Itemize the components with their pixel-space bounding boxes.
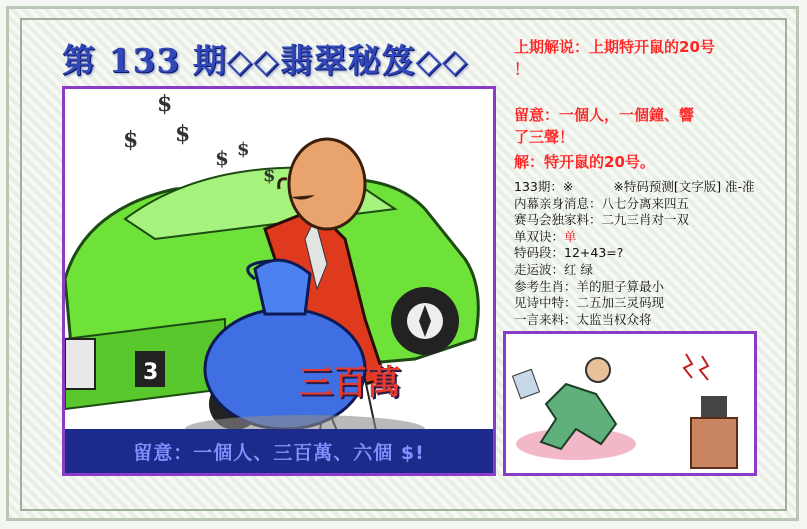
notice-line-2: 了三聲！ <box>514 128 575 146</box>
page-title: 第 133 期◇◇翡翠秘笈◇◇ <box>62 40 469 80</box>
svg-text:3: 3 <box>143 360 159 385</box>
info-row: 赛马会独家料：二九三肖对一双 <box>514 212 690 228</box>
phone-illustration <box>503 331 757 476</box>
info-row: 走运波：红 绿 <box>514 261 593 277</box>
prediction-list <box>514 179 804 328</box>
explain-line-1: 上期解说：上期特开鼠的20号 <box>514 38 715 56</box>
notice-text <box>514 104 784 148</box>
cartoon-scene <box>65 89 493 473</box>
caption-text: 留意：一個人、三百萬、六個 $! <box>133 441 425 464</box>
svg-text:$: $ <box>237 139 250 160</box>
info-row: 133期：※ ※特码预测[文字版] 准-准 <box>514 179 755 194</box>
info-row: 参考生肖：羊的胆子算最小 <box>514 278 665 294</box>
explain-line-2: ！ <box>514 60 530 78</box>
solution-text: 解：特开鼠的20号。 <box>514 153 655 171</box>
info-row: 内幕亲身消息：八七分离来四五 <box>514 195 690 211</box>
svg-text:$: $ <box>123 127 139 153</box>
svg-text:$: $ <box>175 121 191 147</box>
info-row: 特码段：12+43=? <box>514 245 624 261</box>
money-bag-label: 三百萬 <box>299 363 401 403</box>
last-issue-explanation <box>514 36 784 80</box>
main-illustration <box>62 86 496 476</box>
svg-text:$: $ <box>263 165 276 186</box>
notice-line-1: 留意：一個人，一個鐘、響 <box>514 106 695 124</box>
svg-text:$: $ <box>157 91 173 117</box>
info-row: 一言来料：太监当权众将 <box>514 311 652 327</box>
running-man-drawing <box>506 334 754 473</box>
info-row: 单双诀：单 <box>514 228 577 244</box>
illustration-caption <box>65 429 493 473</box>
info-row: 见诗中特：二五加三灵码现 <box>514 295 665 311</box>
svg-text:$: $ <box>215 146 229 170</box>
